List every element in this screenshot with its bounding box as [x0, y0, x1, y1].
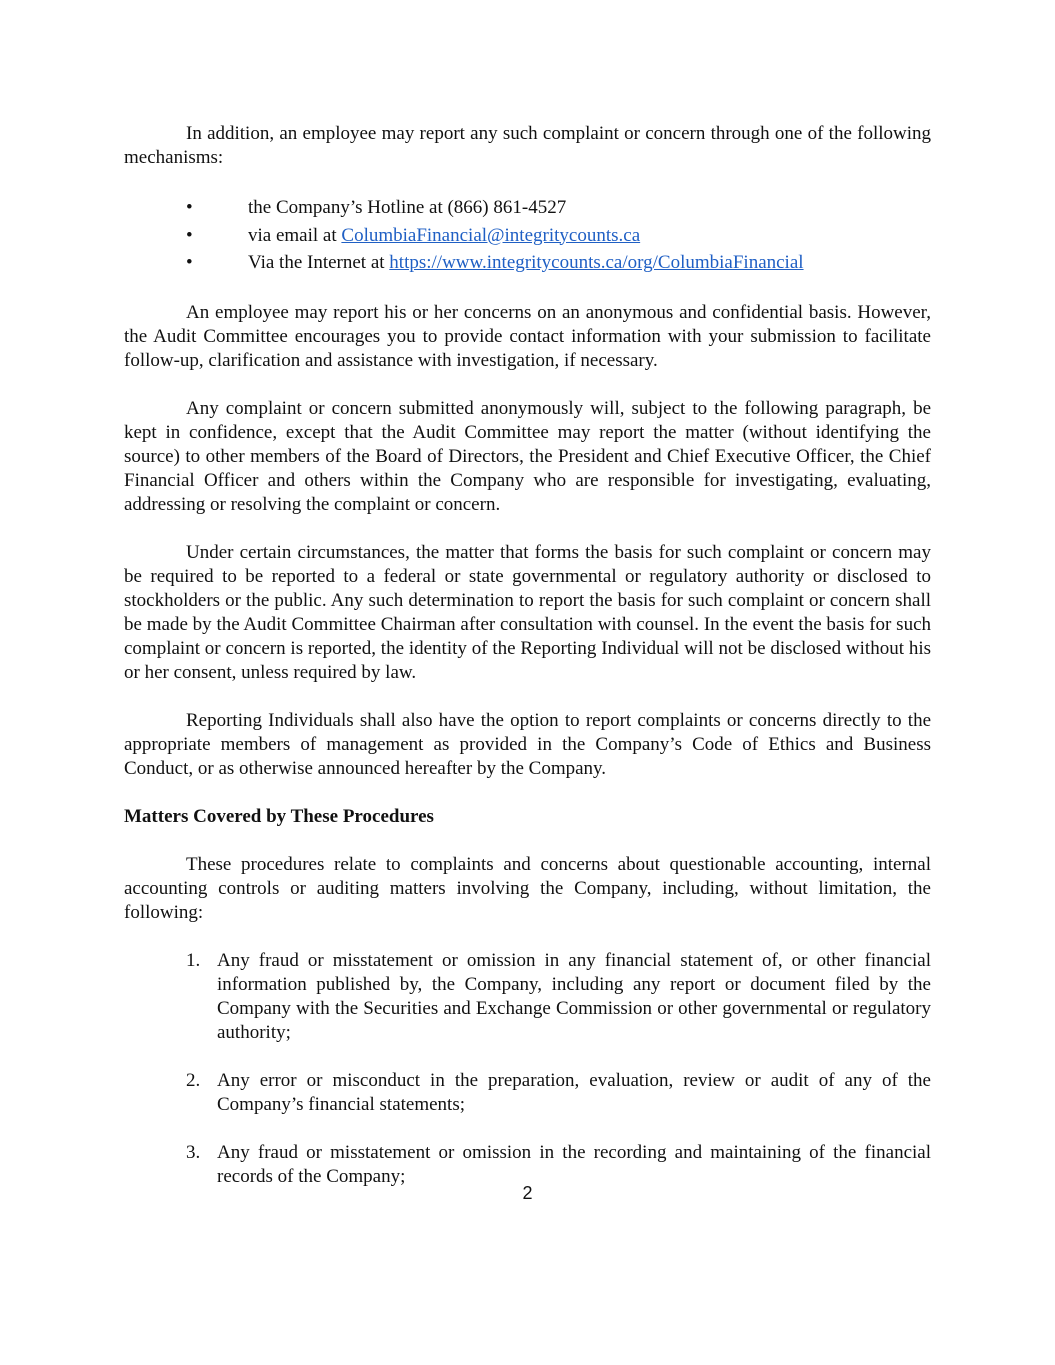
item-number: 3.	[186, 1141, 201, 1163]
item-text: Any fraud or misstatement or omission in the recording and maintaining of the financial records of the Company;	[217, 1141, 931, 1187]
reporting-mechanisms-list	[124, 194, 931, 277]
email-link[interactable]: ColumbiaFinancial@integritycounts.ca	[341, 224, 641, 246]
list-item	[124, 949, 931, 1045]
list-item-email	[124, 222, 931, 250]
list-item	[124, 1069, 931, 1117]
bullet-icon: •	[186, 252, 193, 273]
matters-list	[124, 949, 931, 1189]
item-number: 1.	[186, 949, 201, 971]
bullet-icon: •	[186, 224, 193, 246]
list-item	[124, 1141, 931, 1189]
bullet-icon: •	[186, 197, 193, 218]
anonymous-paragraph: An employee may report his or her concerns on an anonymous and confidential basis. However, the Audit Committee encourages you to provide contact information with your submission to facilitate follow-up, clarification and assistance with investigation, if necessary.	[124, 301, 931, 371]
intro-paragraph: In addition, an employee may report any such complaint or concern through one of the following mechanisms:	[124, 123, 931, 168]
document-page	[124, 122, 931, 1189]
item-text: Any fraud or misstatement or omission in any financial statement of, or other financial information published by, the Company, including any report or document filed by the Company with the Securities and Exchange Commission or other governmental or regulatory authority;	[217, 949, 931, 1043]
item-number: 2.	[186, 1069, 201, 1091]
page-number: 2	[522, 1183, 533, 1203]
item-text: Any error or misconduct in the preparation, evaluation, review or audit of any of the Company’s financial statements;	[217, 1069, 931, 1115]
option-paragraph: Reporting Individuals shall also have the option to report complaints or concerns directly to the appropriate members of management as provided in the Company’s Code of Ethics and Business Conduct, or as otherwise announced hereafter by the Company.	[124, 709, 931, 779]
section-heading: Matters Covered by These Procedures	[124, 805, 434, 827]
confidence-paragraph: Any complaint or concern submitted anonymously will, subject to the following paragraph, be kept in confidence, except that the Audit Committee may report the matter (without identifying the source) to other members of the Board of Directors, the President and Chief Executive Officer, the Chief Financial Officer and others within the Company who are responsible for investigating, evaluating, addressing or resolving the complaint or concern.	[124, 397, 931, 515]
list-item-internet	[124, 249, 931, 277]
hotline-text: the Company’s Hotline at (866) 861-4527	[248, 197, 567, 218]
section-intro-paragraph: These procedures relate to complaints and concerns about questionable accounting, internal accounting controls or auditing matters involving the Company, including, without limitation, the following:	[124, 853, 931, 923]
list-item-hotline	[124, 194, 931, 222]
circumstances-paragraph: Under certain circumstances, the matter that forms the basis for such complaint or concern may be required to be reported to a federal or state governmental or regulatory authority or disclosed to stockholders or the public. Any such determination to report the basis for such complaint or concern shall be made by the Audit Committee Chairman after consultation with counsel. In the event the basis for such complaint or concern is reported, the identity of the Reporting Individual will not be disclosed without his or her consent, unless required by law.	[124, 541, 931, 683]
website-link[interactable]: https://www.integritycounts.ca/org/ColumbiaFinancial	[389, 252, 804, 273]
email-prefix: via email at	[248, 224, 342, 246]
internet-prefix: Via the Internet at	[248, 252, 390, 273]
